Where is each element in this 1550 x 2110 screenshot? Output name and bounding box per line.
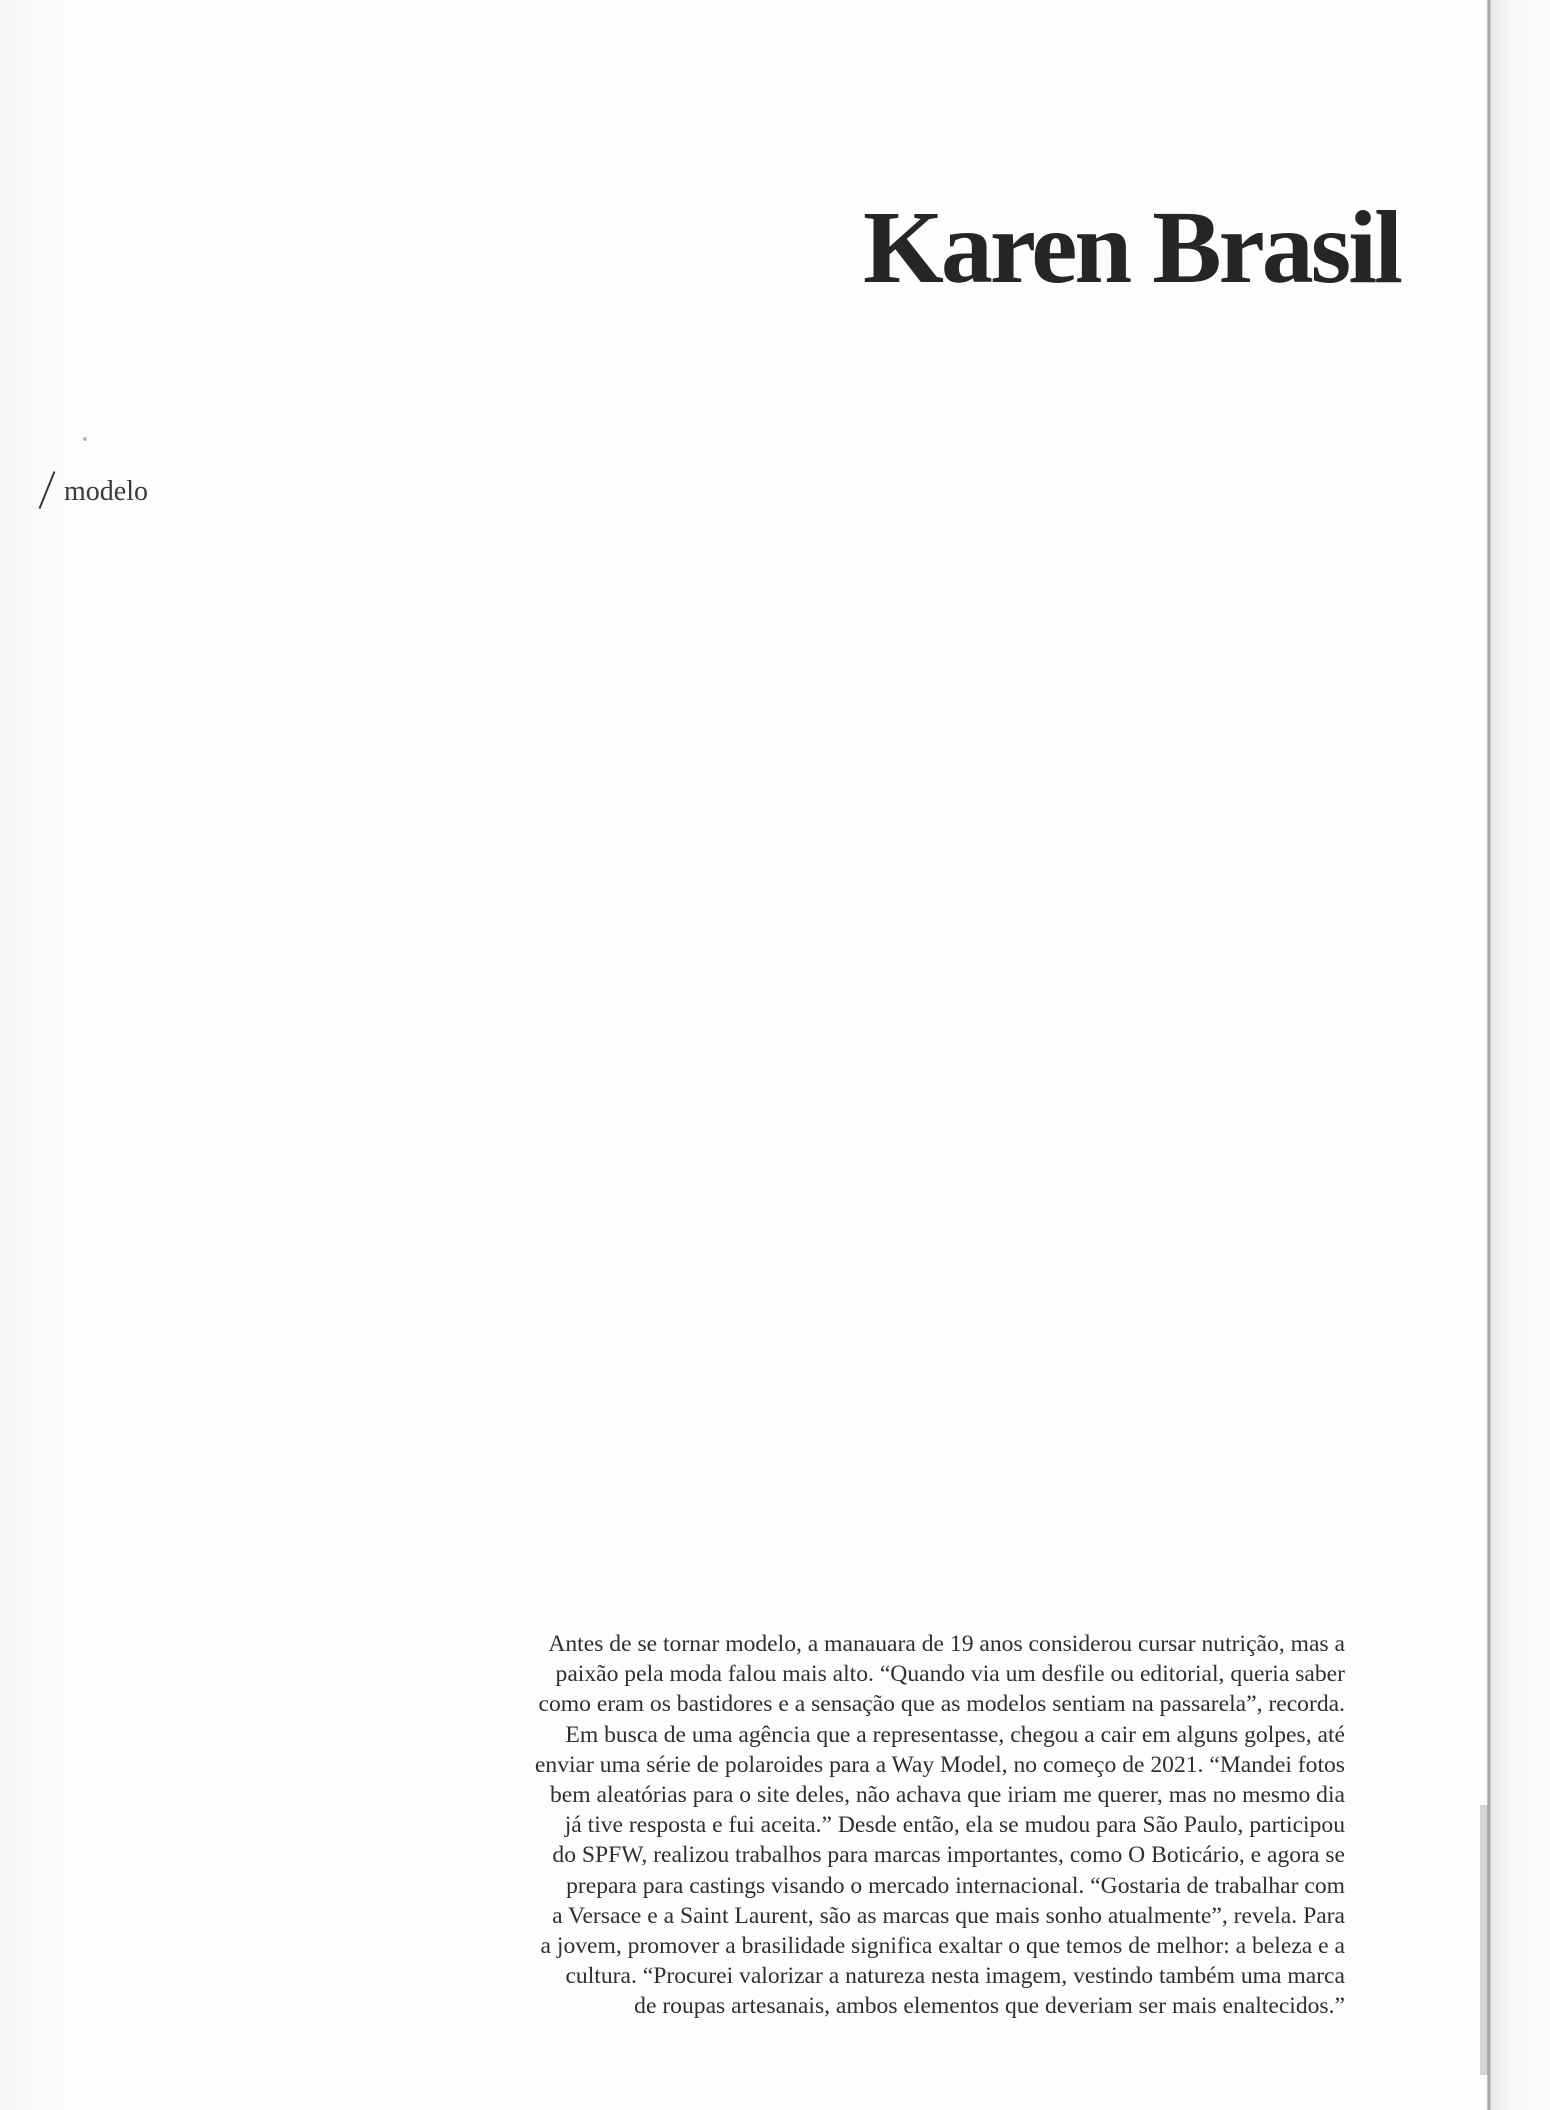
slash-icon <box>40 468 54 508</box>
page-spine-shadow <box>1480 1805 1488 2075</box>
body-line: Antes de se tornar modelo, a manauara de 19 anos considerou cursar nutrição, mas a <box>548 1631 1345 1657</box>
body-line: a Versace e a Saint Laurent, são as marcas que mais sonho atualmente”, revela. Para <box>552 1902 1345 1929</box>
article-body <box>470 1629 1345 2022</box>
body-line: cultura. “Procurei valorizar a natureza nesta imagem, vestindo também uma marca <box>565 1963 1345 1990</box>
body-line: como eram os bastidores e a sensação que as modelos sentiam na passarela”, recorda. <box>538 1691 1345 1718</box>
page-spine-edge <box>1491 0 1550 2110</box>
body-line: bem aleatórias para o site deles, não achava que iriam me querer, mas no mesmo dia <box>549 1782 1345 1809</box>
body-line: Em busca de uma agência que a representasse, chegou a cair em alguns golpes, até <box>565 1721 1345 1748</box>
body-line: do SPFW, realizou trabalhos para marcas importantes, como O Boticário, e agora se <box>552 1842 1345 1869</box>
body-line: paixão pela moda falou mais alto. “Quando via um desfile ou editorial, queria saber <box>555 1661 1345 1688</box>
body-line: a jovem, promover a brasilidade significa exaltar o que temos de melhor: a beleza e a <box>540 1933 1345 1960</box>
article-title: Karen Brasil <box>863 190 1400 305</box>
body-line: prepara para castings visando o mercado internacional. “Gostaria de trabalhar com <box>566 1872 1345 1899</box>
body-line: enviar uma série de polaroides para a Way Model, no começo de 2021. “Mandei fotos <box>534 1751 1345 1778</box>
paper-speck <box>83 437 87 441</box>
section-label: modelo <box>64 476 148 507</box>
page-spine <box>1487 0 1491 2110</box>
body-line: já tive resposta e fui aceita.” Desde então, ela se mudou para São Paulo, participou <box>564 1812 1345 1839</box>
body-line: de roupas artesanais, ambos elementos que deveriam ser mais enaltecidos.” <box>634 1993 1345 2020</box>
section-tag <box>40 468 148 508</box>
